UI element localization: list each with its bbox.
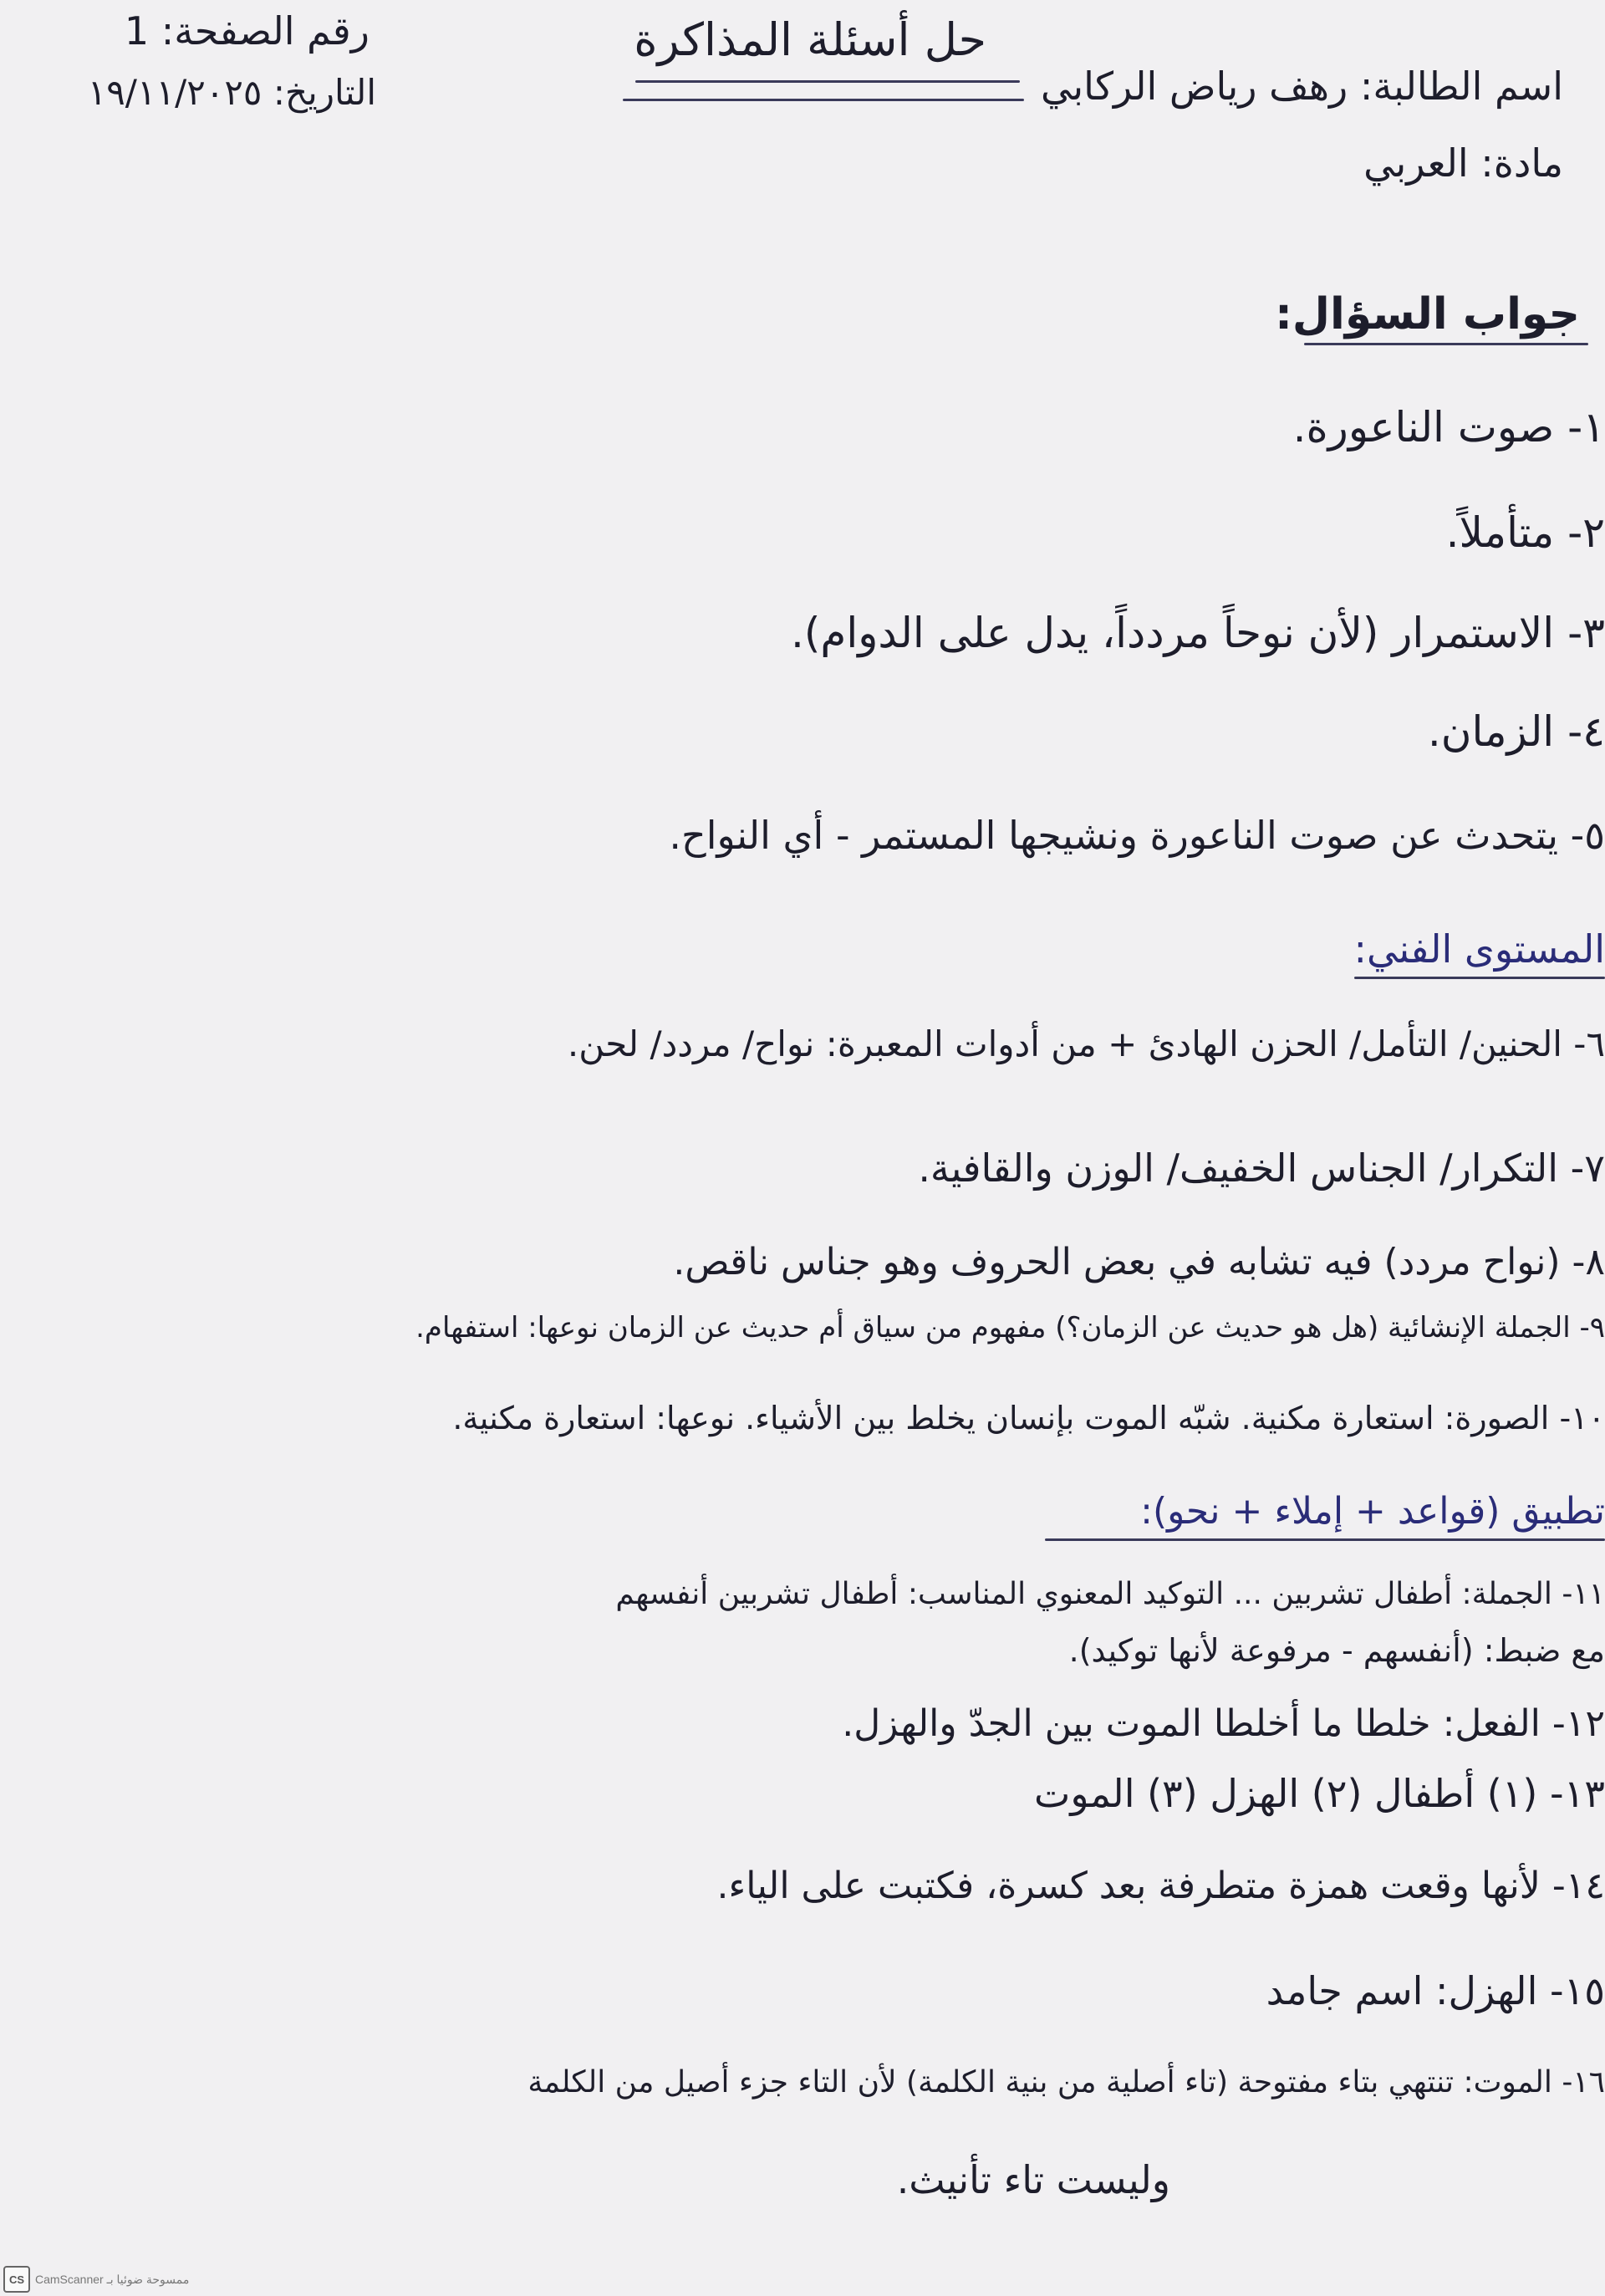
application-heading: تطبيق (قواعد + إملاء + نحو): xyxy=(1140,1490,1605,1533)
title-underline-1 xyxy=(635,80,1020,83)
application-heading-underline xyxy=(1045,1538,1605,1541)
artistic-item: ١٠- الصورة: استعارة مكنية. شبّه الموت بإنسان يخلط بين الأشياء. نوعها: استعارة مكنية. xyxy=(452,1400,1605,1436)
page-title: حل أسئلة المذاكرة xyxy=(634,13,986,66)
application-item: وليست تاء تأنيث. xyxy=(896,2157,1170,2202)
camscanner-logo-icon: CS xyxy=(3,2266,30,2293)
answer-item: ٣- الاستمرار (لأن نوحاً مردداً، يدل على الدوام). xyxy=(791,609,1605,657)
artistic-item: ٨- (نواح مردد) فيه تشابه في بعض الحروف وهو جناس ناقص. xyxy=(673,1241,1605,1283)
student-name: اسم الطالبة: رهف رياض الركابي xyxy=(1041,64,1563,109)
application-item: ١٢- الفعل: خلطا ما أخلطا الموت بين الجدّ والهزل. xyxy=(842,1702,1605,1745)
application-item: ١١- الجملة: أطفال تشربين ... التوكيد المعنوي المناسب: أطفال تشربين أنفسهم xyxy=(615,1577,1605,1611)
answers-heading-underline xyxy=(1304,343,1588,345)
artistic-heading-underline xyxy=(1354,977,1605,979)
application-item: مع ضبط: (أنفسهم - مرفوعة لأنها توكيد). xyxy=(1068,1632,1605,1669)
answer-item: ٥- يتحدث عن صوت الناعورة ونشيجها المستمر - أي النواح. xyxy=(669,813,1605,858)
page-number: رقم الصفحة: 1 xyxy=(124,8,369,54)
artistic-heading: المستوى الفني: xyxy=(1353,926,1605,972)
subject: مادة: العربي xyxy=(1363,140,1563,186)
application-item: ١٥- الهزل: اسم جامد xyxy=(1266,1968,1605,2013)
answer-item: ٤- الزمان. xyxy=(1427,707,1605,756)
date: التاريخ: ١٩/١١/٢٠٢٥ xyxy=(87,72,376,113)
artistic-item: ٧- التكرار/ الجناس الخفيف/ الوزن والقافية. xyxy=(918,1145,1605,1191)
title-underline-2 xyxy=(623,99,1024,101)
answer-item: ٢- متأملاً. xyxy=(1445,508,1605,557)
artistic-item: ٦- الحنين/ التأمل/ الحزن الهادئ + من أدوات المعبرة: نواح/ مردد/ لحن. xyxy=(567,1023,1605,1064)
application-item: ١٦- الموت: تنتهي بتاء مفتوحة (تاء أصلية من بنية الكلمة) لأن التاء جزء أصيل من الكلمة xyxy=(527,2065,1605,2100)
artistic-item: ٩- الجملة الإنشائية (هل هو حديث عن الزمان؟) مفهوم من سياق أم حديث عن الزمان نوعها: استفهام. xyxy=(415,1311,1605,1344)
scanner-watermark xyxy=(3,2266,189,2293)
application-item: ١٤- لأنها وقعت همزة متطرفة بعد كسرة، فكتبت على الياء. xyxy=(716,1865,1605,1907)
application-item: ١٣- (١) أطفال (٢) الهزل (٣) الموت xyxy=(1034,1771,1605,1816)
answer-item: ١- صوت الناعورة. xyxy=(1292,403,1605,452)
answers-heading: جواب السؤال: xyxy=(1275,289,1580,339)
scanner-text: CamScanner ممسوحة ضوئيا بـ xyxy=(35,2272,190,2286)
